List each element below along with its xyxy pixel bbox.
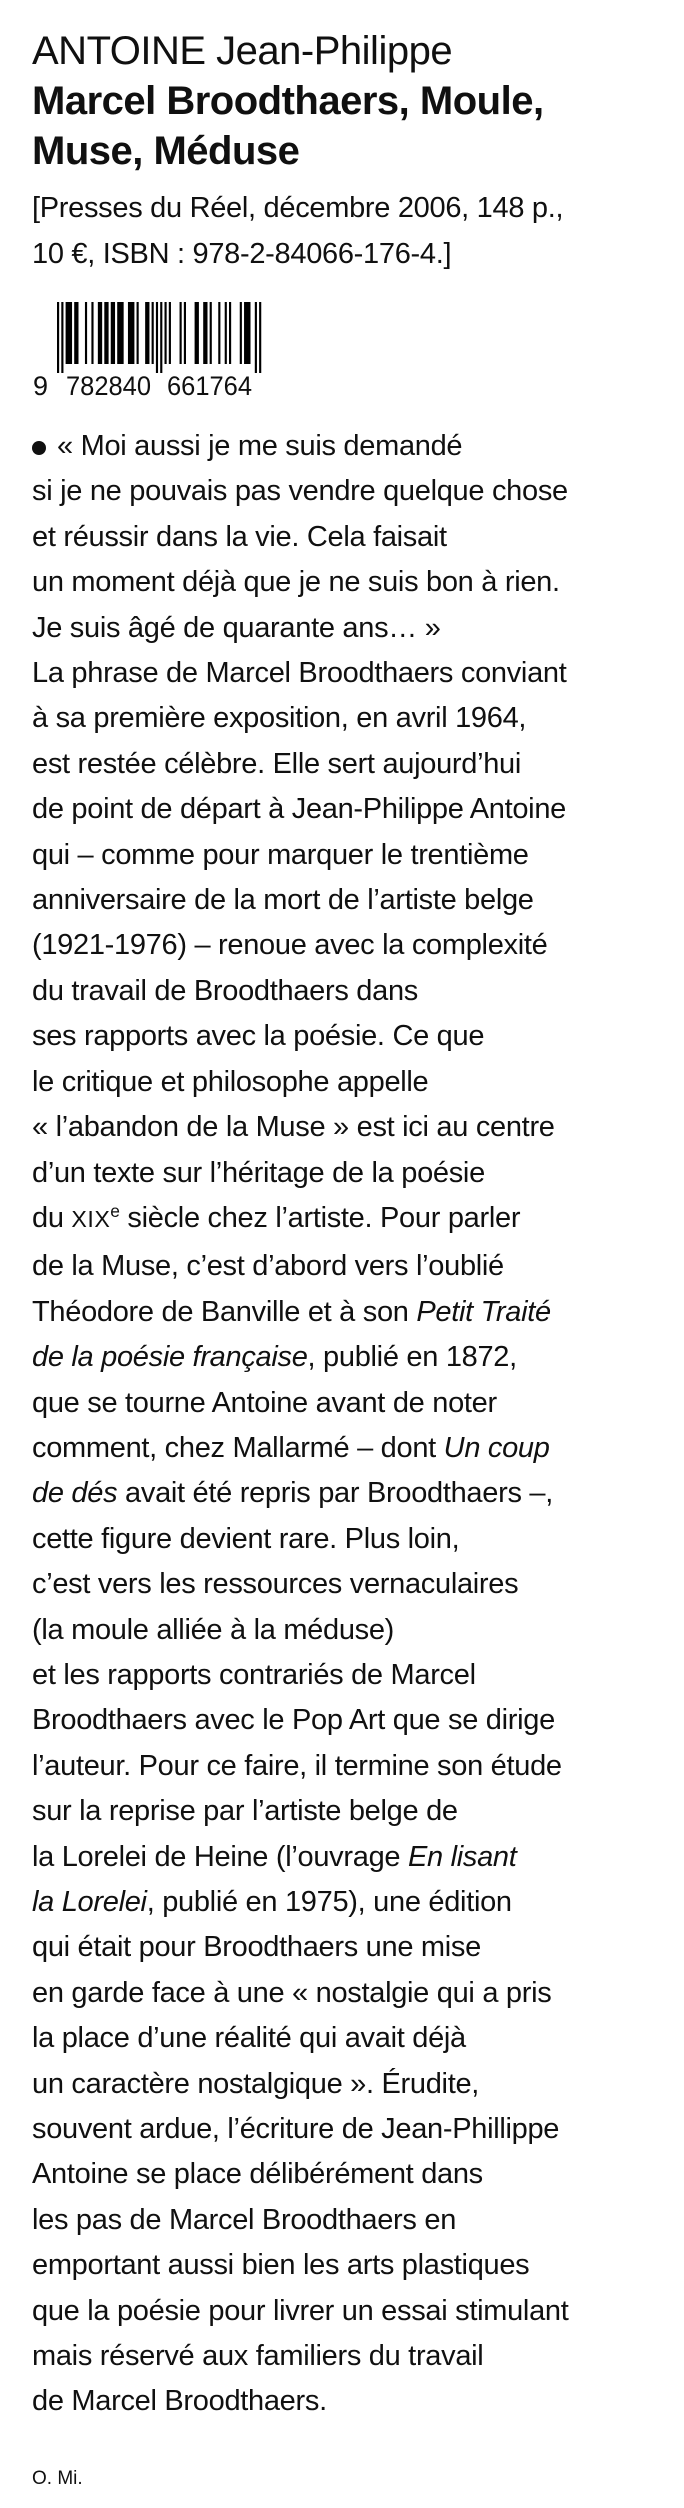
text-line	[32, 469, 670, 514]
text-line	[32, 1744, 670, 1789]
barcode-bar	[66, 302, 72, 364]
text-run: Antoine se place délibérément dans	[32, 2158, 483, 2191]
italic-run: la Lorelei	[32, 1886, 147, 1918]
text-line	[32, 2152, 670, 2197]
text-line	[32, 1653, 670, 1698]
reviewer-signature: O. Mi.	[32, 2467, 83, 2489]
text-line	[32, 2198, 670, 2243]
barcode-bar	[195, 302, 199, 364]
superscript-run: e	[110, 1201, 120, 1222]
text-run: La phrase de Marcel Broodthaers conviant	[32, 657, 567, 690]
text-run: Broodthaers avec le Pop Art que se dirige	[32, 1704, 555, 1737]
text-run: de la Muse, c’est d’abord vers l’oublié	[32, 1250, 504, 1283]
publisher-info	[32, 185, 670, 277]
text-line	[32, 833, 670, 878]
italic-run: Petit Traité	[416, 1295, 551, 1328]
barcode-digits-group2: 661764	[167, 371, 252, 398]
text-line	[32, 560, 670, 605]
text-line	[32, 606, 670, 651]
text-run: en garde face à une « nostalgie qui a pris	[32, 1976, 552, 2009]
barcode-bar	[218, 302, 220, 364]
text-line	[32, 1562, 670, 1607]
text-line	[32, 1335, 670, 1380]
text-run: que la poésie pour livrer un essai stimulant	[32, 2294, 569, 2327]
text-line	[32, 1381, 670, 1426]
barcode-bar	[57, 302, 59, 373]
text-line	[32, 2334, 670, 2379]
isbn-barcode-svg	[33, 302, 265, 398]
text-run: « l’abandon de la Muse » est ici au centre	[32, 1111, 555, 1144]
text-run: est restée célèbre. Elle sert aujourd’hui	[32, 747, 522, 780]
author-name: ANTOINE Jean-Philippe	[32, 29, 453, 73]
text-line	[32, 1835, 670, 1880]
barcode-bar	[156, 302, 158, 373]
text-line	[32, 1880, 670, 1925]
text-line	[32, 1151, 670, 1196]
barcode-bar	[255, 302, 257, 373]
barcode-bar	[145, 302, 149, 364]
text-line	[32, 742, 670, 787]
barcode-digit-left: 9	[33, 371, 49, 398]
text-line	[32, 424, 670, 469]
publisher-info-line: [Presses du Réel, décembre 2006, 148 p.,	[32, 192, 564, 224]
bullet-icon	[32, 441, 46, 455]
text-run: siècle chez l’artiste. Pour parler	[119, 1201, 521, 1234]
barcode-bar	[229, 302, 231, 364]
barcode-bar	[210, 302, 212, 364]
text-line	[32, 1290, 670, 1335]
text-line	[32, 1698, 670, 1743]
text-run: les pas de Marcel Broodthaers en	[32, 2203, 457, 2236]
text-run: cette figure devient rare. Plus loin,	[32, 1522, 460, 1555]
barcode-bar	[137, 302, 139, 364]
text-run: la place d’une réalité qui avait déjà	[32, 2022, 466, 2055]
text-run: de point de départ à Jean-Philippe Antoine	[32, 793, 566, 826]
text-run: un moment déjà que je ne suis bon à rien.	[32, 566, 560, 599]
text-run: (la moule alliée à la méduse)	[32, 1613, 395, 1646]
text-line	[32, 1244, 670, 1289]
text-line	[32, 1971, 670, 2016]
text-run: avait été repris par Broodthaers –,	[117, 1477, 553, 1510]
barcode-bar	[240, 302, 242, 364]
text-run: ses rapports avec la poésie. Ce que	[32, 1020, 485, 1053]
barcode-bars	[57, 302, 261, 373]
barcode-bar	[152, 302, 154, 364]
text-run: d’un texte sur l’héritage de la poésie	[32, 1156, 485, 1189]
text-line	[32, 1426, 670, 1471]
text-line	[32, 515, 670, 560]
text-line	[32, 1925, 670, 1970]
text-run: du	[32, 1201, 72, 1234]
barcode-bar	[203, 302, 207, 364]
text-run: , publié en 1872,	[307, 1341, 517, 1374]
barcode-bar	[259, 302, 261, 373]
text-line	[32, 2062, 670, 2107]
text-run: si je ne pouvais pas vendre quelque chose	[32, 475, 568, 508]
publisher-info-line: 10 €, ISBN : 978-2-84066-176-4.]	[32, 238, 452, 270]
text-run: Théodore de Banville et à son	[32, 1295, 417, 1328]
text-line	[32, 1608, 670, 1653]
barcode-bar	[244, 302, 250, 364]
text-run: que se tourne Antoine avant de noter	[32, 1386, 497, 1419]
text-line	[32, 969, 670, 1014]
text-run: l’auteur. Pour ce faire, il termine son étude	[32, 1749, 562, 1782]
text-run: sur la reprise par l’artiste belge de	[32, 1795, 458, 1828]
barcode-bar	[160, 302, 162, 373]
text-line	[32, 1014, 670, 1059]
smallcaps-run: XIX	[71, 1205, 111, 1232]
barcode-bar	[180, 302, 182, 364]
barcode-bar	[128, 302, 134, 364]
text-run: anniversaire de la mort de l’artiste belge	[32, 884, 534, 917]
text-line	[32, 2107, 670, 2152]
text-line	[32, 1789, 670, 1834]
barcode-bar	[225, 302, 227, 364]
barcode-bar	[104, 302, 108, 364]
italic-run: En lisant	[407, 1840, 517, 1873]
article-body	[32, 424, 670, 2425]
text-run: c’est vers les ressources vernaculaires	[32, 1568, 519, 1601]
text-run: un caractère nostalgique ». Érudite,	[32, 2067, 480, 2100]
barcode-bar	[117, 302, 123, 364]
text-line	[32, 787, 670, 832]
barcode-bar	[169, 302, 171, 364]
isbn-barcode	[33, 302, 670, 398]
text-run: comment, chez Mallarmé – dont	[32, 1431, 444, 1464]
italic-run: de dés	[32, 1477, 118, 1510]
barcode-bar	[165, 302, 167, 364]
text-run: (1921-1976) – renoue avec la complexité	[32, 929, 548, 962]
book-title-line: Muse, Méduse	[32, 129, 300, 173]
text-run: de Marcel Broodthaers.	[32, 2385, 327, 2418]
text-line	[32, 878, 670, 923]
text-line	[32, 2016, 670, 2061]
barcode-bar	[85, 302, 87, 364]
text-line	[32, 2379, 670, 2424]
text-run: du travail de Broodthaers dans	[32, 974, 418, 1007]
text-run: le critique et philosophe appelle	[32, 1065, 429, 1098]
text-run: qui – comme pour marquer le trentième	[32, 838, 529, 871]
book-title	[32, 76, 670, 176]
text-run: mais réservé aux familiers du travail	[32, 2340, 484, 2373]
text-run: et les rapports contrariés de Marcel	[32, 1658, 476, 1691]
italic-run: de la poésie française	[32, 1341, 308, 1374]
book-title-line: Marcel Broodthaers, Moule,	[32, 79, 544, 123]
text-run: souvent ardue, l’écriture de Jean-Phillippe	[32, 2113, 560, 2146]
text-run: la Lorelei de Heine (l’ouvrage	[32, 1840, 408, 1873]
text-line	[32, 923, 670, 968]
barcode-bar	[184, 302, 186, 364]
barcode-bar	[61, 302, 63, 373]
barcode-bar	[74, 302, 78, 364]
text-run: « Moi aussi je me suis demandé	[57, 430, 463, 462]
text-run: emportant aussi bien les arts plastiques	[32, 2249, 530, 2282]
text-line	[32, 1471, 670, 1516]
barcode-digits-group1: 782840	[66, 371, 151, 398]
text-line	[32, 2289, 670, 2334]
barcode-bar	[98, 302, 102, 364]
text-line	[32, 1105, 670, 1150]
text-line	[32, 1060, 670, 1105]
text-line	[32, 2243, 670, 2288]
text-line	[32, 1196, 670, 1244]
text-run: Je suis âgé de quarante ans… »	[32, 611, 441, 644]
barcode-bar	[111, 302, 115, 364]
text-run: , publié en 1975), une édition	[146, 1886, 512, 1918]
italic-run: Un coup	[443, 1431, 550, 1464]
text-run: et réussir dans la vie. Cela faisait	[32, 520, 447, 553]
text-line	[32, 1517, 670, 1562]
barcode-bar	[91, 302, 93, 364]
text-line	[32, 651, 670, 696]
text-run: qui était pour Broodthaers une mise	[32, 1931, 481, 1964]
text-line	[32, 696, 670, 741]
text-run: à sa première exposition, en avril 1964,	[32, 702, 527, 735]
